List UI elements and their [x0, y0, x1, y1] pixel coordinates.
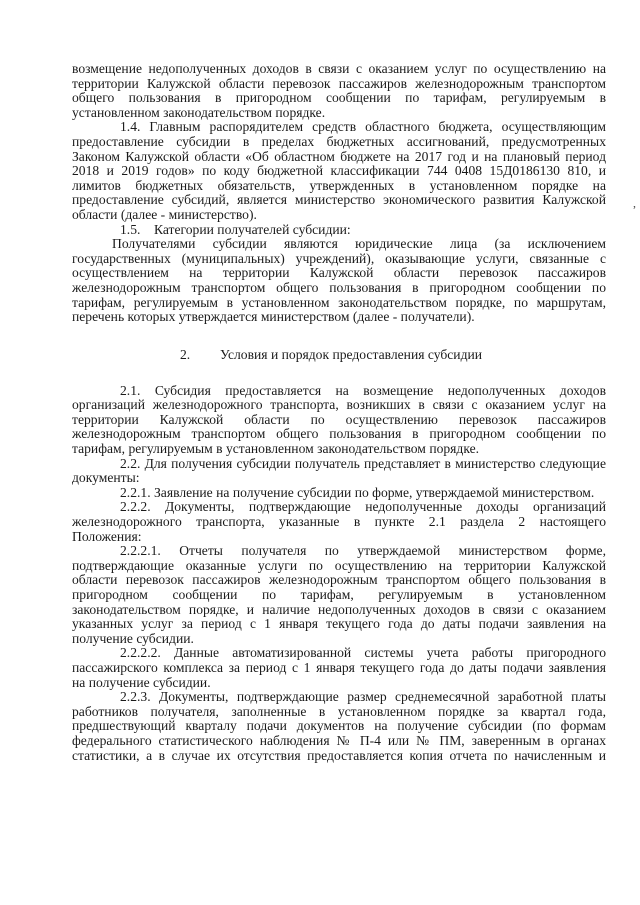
text-line: тарифам, регулируемым в установленном законодательством порядке.	[72, 442, 480, 457]
text-line: 2.2.2.2. Данные автоматизированной системы учета работы пригородного	[120, 646, 606, 661]
text-line: железнодорожным транспортом общего пользования в пригородном сообщении по	[72, 280, 606, 295]
text-line: пригородном сообщении по тарифам, регулируемым в установленном	[72, 588, 606, 602]
paragraph-2-1	[72, 384, 606, 457]
text-line: работников получателя, заполненные в установленном порядке за квартал года,	[72, 704, 606, 719]
paragraph-1-5	[72, 223, 606, 238]
text-line: Получателями субсидии являются юридические лица (за исключением	[112, 237, 606, 252]
text-line: на получение субсидии.	[72, 675, 211, 690]
text-line: предшествующий кварталу подачи документов на получение субсидии (по формам	[72, 719, 606, 734]
text-line: Положения:	[72, 529, 142, 544]
paragraph-2-2-2	[72, 500, 606, 544]
text-line: федерального статистического наблюдения № П-4 или № ПМ, заверенным в органах	[72, 733, 606, 748]
text-line: подтверждающие оказанные услуги по осуществлению на территории Калужской	[72, 558, 606, 573]
text-line: 2018 и 2019 годов» по коду бюджетной классификации 744 0408 15Д0186130 810, и	[72, 164, 606, 179]
text-line: 2.2.2. Документы, подтверждающие недополученные доходы организаций	[120, 500, 606, 515]
text-line: 1.4. Главным распорядителем средств областного бюджета, осуществляющим	[120, 120, 606, 135]
text-line: 2.1. Субсидия предоставляется на возмещение недополученных доходов	[120, 383, 606, 398]
paragraph-recipients	[72, 237, 606, 325]
section-number: 2.	[180, 346, 191, 362]
text-line: законодательством порядке, и наличие недополученных доходов в связи с оказанием	[72, 602, 606, 617]
text-line: 1.5. Категории получателей субсидии:	[120, 222, 351, 237]
text-line: предоставление субсидий, является министерство экономического развития Калужской	[72, 193, 606, 208]
text-line: организаций железнодорожного транспорта, возникших в связи с оказанием услуг на	[72, 398, 606, 413]
text-line: 2.2.3. Документы, подтверждающие размер среднемесячной заработной платы	[120, 690, 606, 705]
paragraph-1-4	[72, 120, 606, 222]
section-heading	[72, 347, 606, 362]
text-line: государственных (муниципальных) учреждений), оказывающие услуги, связанные с	[72, 251, 606, 266]
text-line: области перевозок пассажиров железнодорожным транспортом общего пользования в	[72, 573, 606, 588]
text-line: статистики, а в случае их отсутствия предоставляется копия отчета по начисленным и	[72, 748, 606, 763]
text-line: 2.2. Для получения субсидии получатель представляет в министерство следующие	[120, 456, 606, 471]
text-line: документы:	[72, 471, 140, 486]
text-line: лимитов бюджетных обязательств, утвержденных в установленном порядке на	[72, 178, 606, 193]
paragraph-2-2	[72, 457, 606, 486]
text-line: предоставление субсидии в пределах бюджетных ассигнований, предусмотренных	[72, 134, 606, 149]
text-line: пассажирского комплекса за период с 1 января текущего года до даты подачи заявления	[72, 660, 606, 675]
paragraph-2-2-2-1	[72, 544, 606, 646]
text-line: осуществлением на территории Калужской области перевозок пассажиров	[72, 266, 606, 281]
text-line: железнодорожного транспорта, указанные в пункте 2.1 раздела 2 настоящего	[72, 515, 606, 530]
text-line: территории Калужской области перевозок пассажиров железнодорожным транспортом	[72, 76, 606, 91]
paragraph-2-2-2-2	[72, 646, 606, 690]
text-line: железнодорожным транспортом общего пользования в пригородном сообщении по	[72, 427, 606, 442]
text-line: возмещение недополученных доходов в связи с оказанием услуг по осуществлению на	[72, 62, 606, 76]
text-line: указанных услуг за период с 1 января текущего года до даты подачи заявления на	[72, 617, 606, 632]
paragraph-2-2-1	[72, 486, 606, 501]
paragraph-continuation	[72, 62, 606, 120]
text-line: 2.2.2.1. Отчеты получателя по утверждаемой министерством форме,	[120, 544, 606, 559]
margin-mark: ,	[633, 196, 636, 210]
text-line: территории Калужской области по осуществлению перевозок пассажиров	[72, 412, 606, 427]
text-line: общего пользования в пригородном сообщении по тарифам, регулируемым в	[72, 91, 606, 106]
text-line: Законом Калужской области «Об областном бюджете на 2017 год и на плановый период	[72, 149, 606, 164]
text-line: установленном законодательством порядке.	[72, 105, 326, 120]
section-title: Условия и порядок предоставления субсидии	[220, 346, 483, 362]
text-line: области (далее - министерство).	[72, 207, 257, 222]
text-line: перечень которых утверждается министерством (далее - получатели).	[72, 310, 475, 325]
text-line: тарифам, регулируемым в установленном законодательством порядке, по маршрутам,	[72, 295, 606, 310]
paragraph-2-2-3	[72, 690, 606, 763]
text-line: получение субсидии.	[72, 631, 194, 646]
text-line: 2.2.1. Заявление на получение субсидии по форме, утверждаемой министерством.	[120, 485, 595, 500]
